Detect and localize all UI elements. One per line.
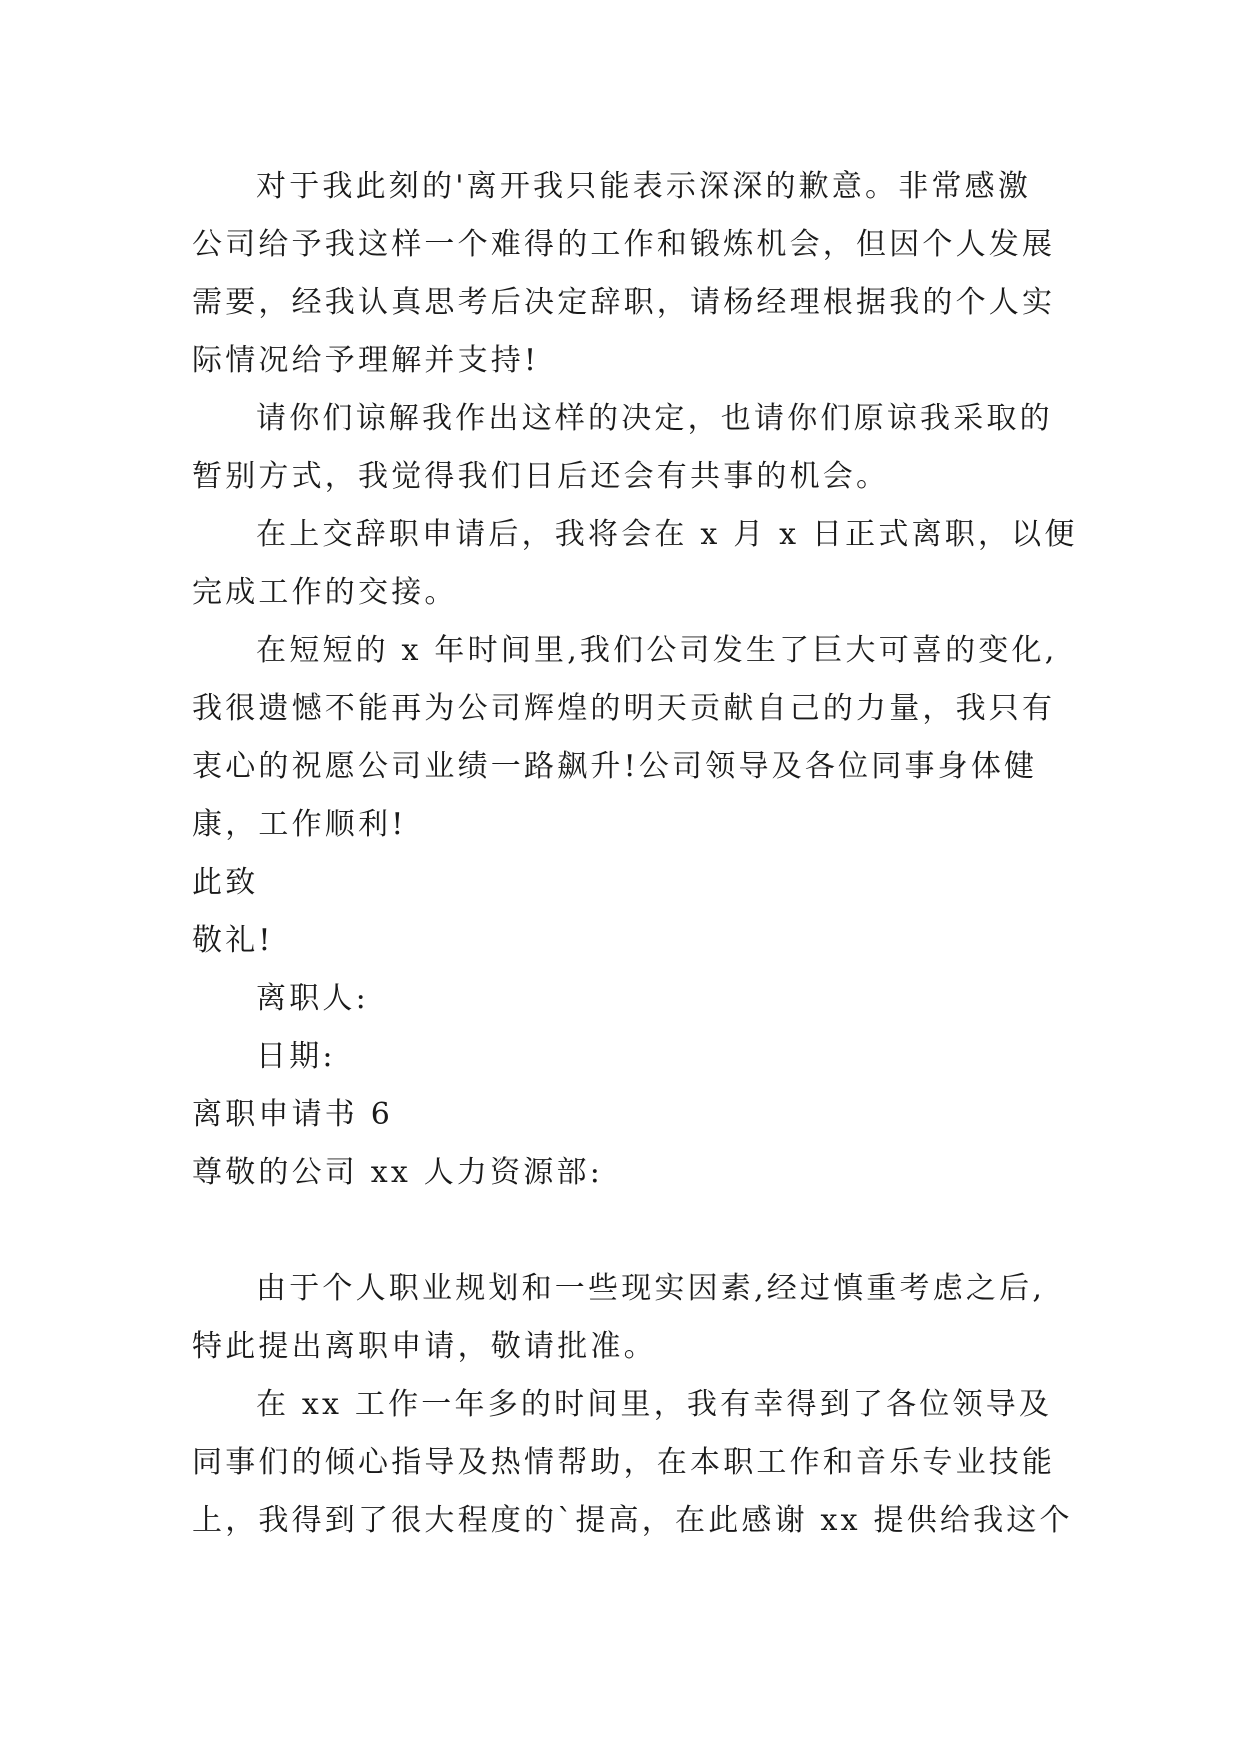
signature-date-label: 日期:: [256, 1039, 336, 1074]
letter-greeting: 尊敬的公司 xx 人力资源部:: [192, 1155, 604, 1190]
paragraph-line: 由于个人职业规划和一些现实因素,经过慎重考虑之后,: [256, 1271, 1046, 1306]
paragraph-line: 在短短的 x 年时间里,我们公司发生了巨大可喜的变化,: [256, 633, 1058, 668]
closing-salutation: 此致: [192, 865, 259, 900]
paragraph-line: 需要，经我认真思考后决定辞职，请杨经理根据我的个人实: [192, 285, 1056, 320]
closing-regards: 敬礼!: [192, 923, 274, 958]
paragraph-line: 对于我此刻的'离开我只能表示深深的歉意。非常感激: [256, 169, 1032, 204]
paragraph-line: 上，我得到了很大程度的`提高，在此感谢 xx 提供给我这个: [192, 1503, 1073, 1538]
paragraph-line: 完成工作的交接。: [192, 575, 458, 610]
paragraph-line: 康，工作顺利!: [192, 807, 407, 842]
paragraph-line: 请你们谅解我作出这样的决定，也请你们原谅我采取的: [256, 401, 1053, 436]
paragraph-line: 衷心的祝愿公司业绩一路飙升!公司领导及各位同事身体健: [192, 749, 1038, 784]
section-title: 离职申请书 6: [192, 1097, 394, 1132]
paragraph-line: 际情况给予理解并支持!: [192, 343, 540, 378]
paragraph-line: 在上交辞职申请后，我将会在 x 月 x 日正式离职，以便: [256, 517, 1078, 552]
document-page: [192, 158, 1078, 1550]
paragraph-line: 我很遗憾不能再为公司辉煌的明天贡献自己的力量，我只有: [192, 691, 1056, 726]
paragraph-line: 暂别方式，我觉得我们日后还会有共事的机会。: [192, 459, 890, 494]
blank-line: [192, 1202, 1052, 1260]
paragraph-line: 同事们的倾心指导及热情帮助，在本职工作和音乐专业技能: [192, 1445, 1056, 1480]
signature-resigner-label: 离职人:: [256, 981, 369, 1016]
paragraph-line: 公司给予我这样一个难得的工作和锻炼机会，但因个人发展: [192, 227, 1056, 262]
paragraph-line: 在 xx 工作一年多的时间里，我有幸得到了各位领导及: [256, 1387, 1053, 1422]
paragraph-line: 特此提出离职申请，敬请批准。: [192, 1329, 657, 1364]
